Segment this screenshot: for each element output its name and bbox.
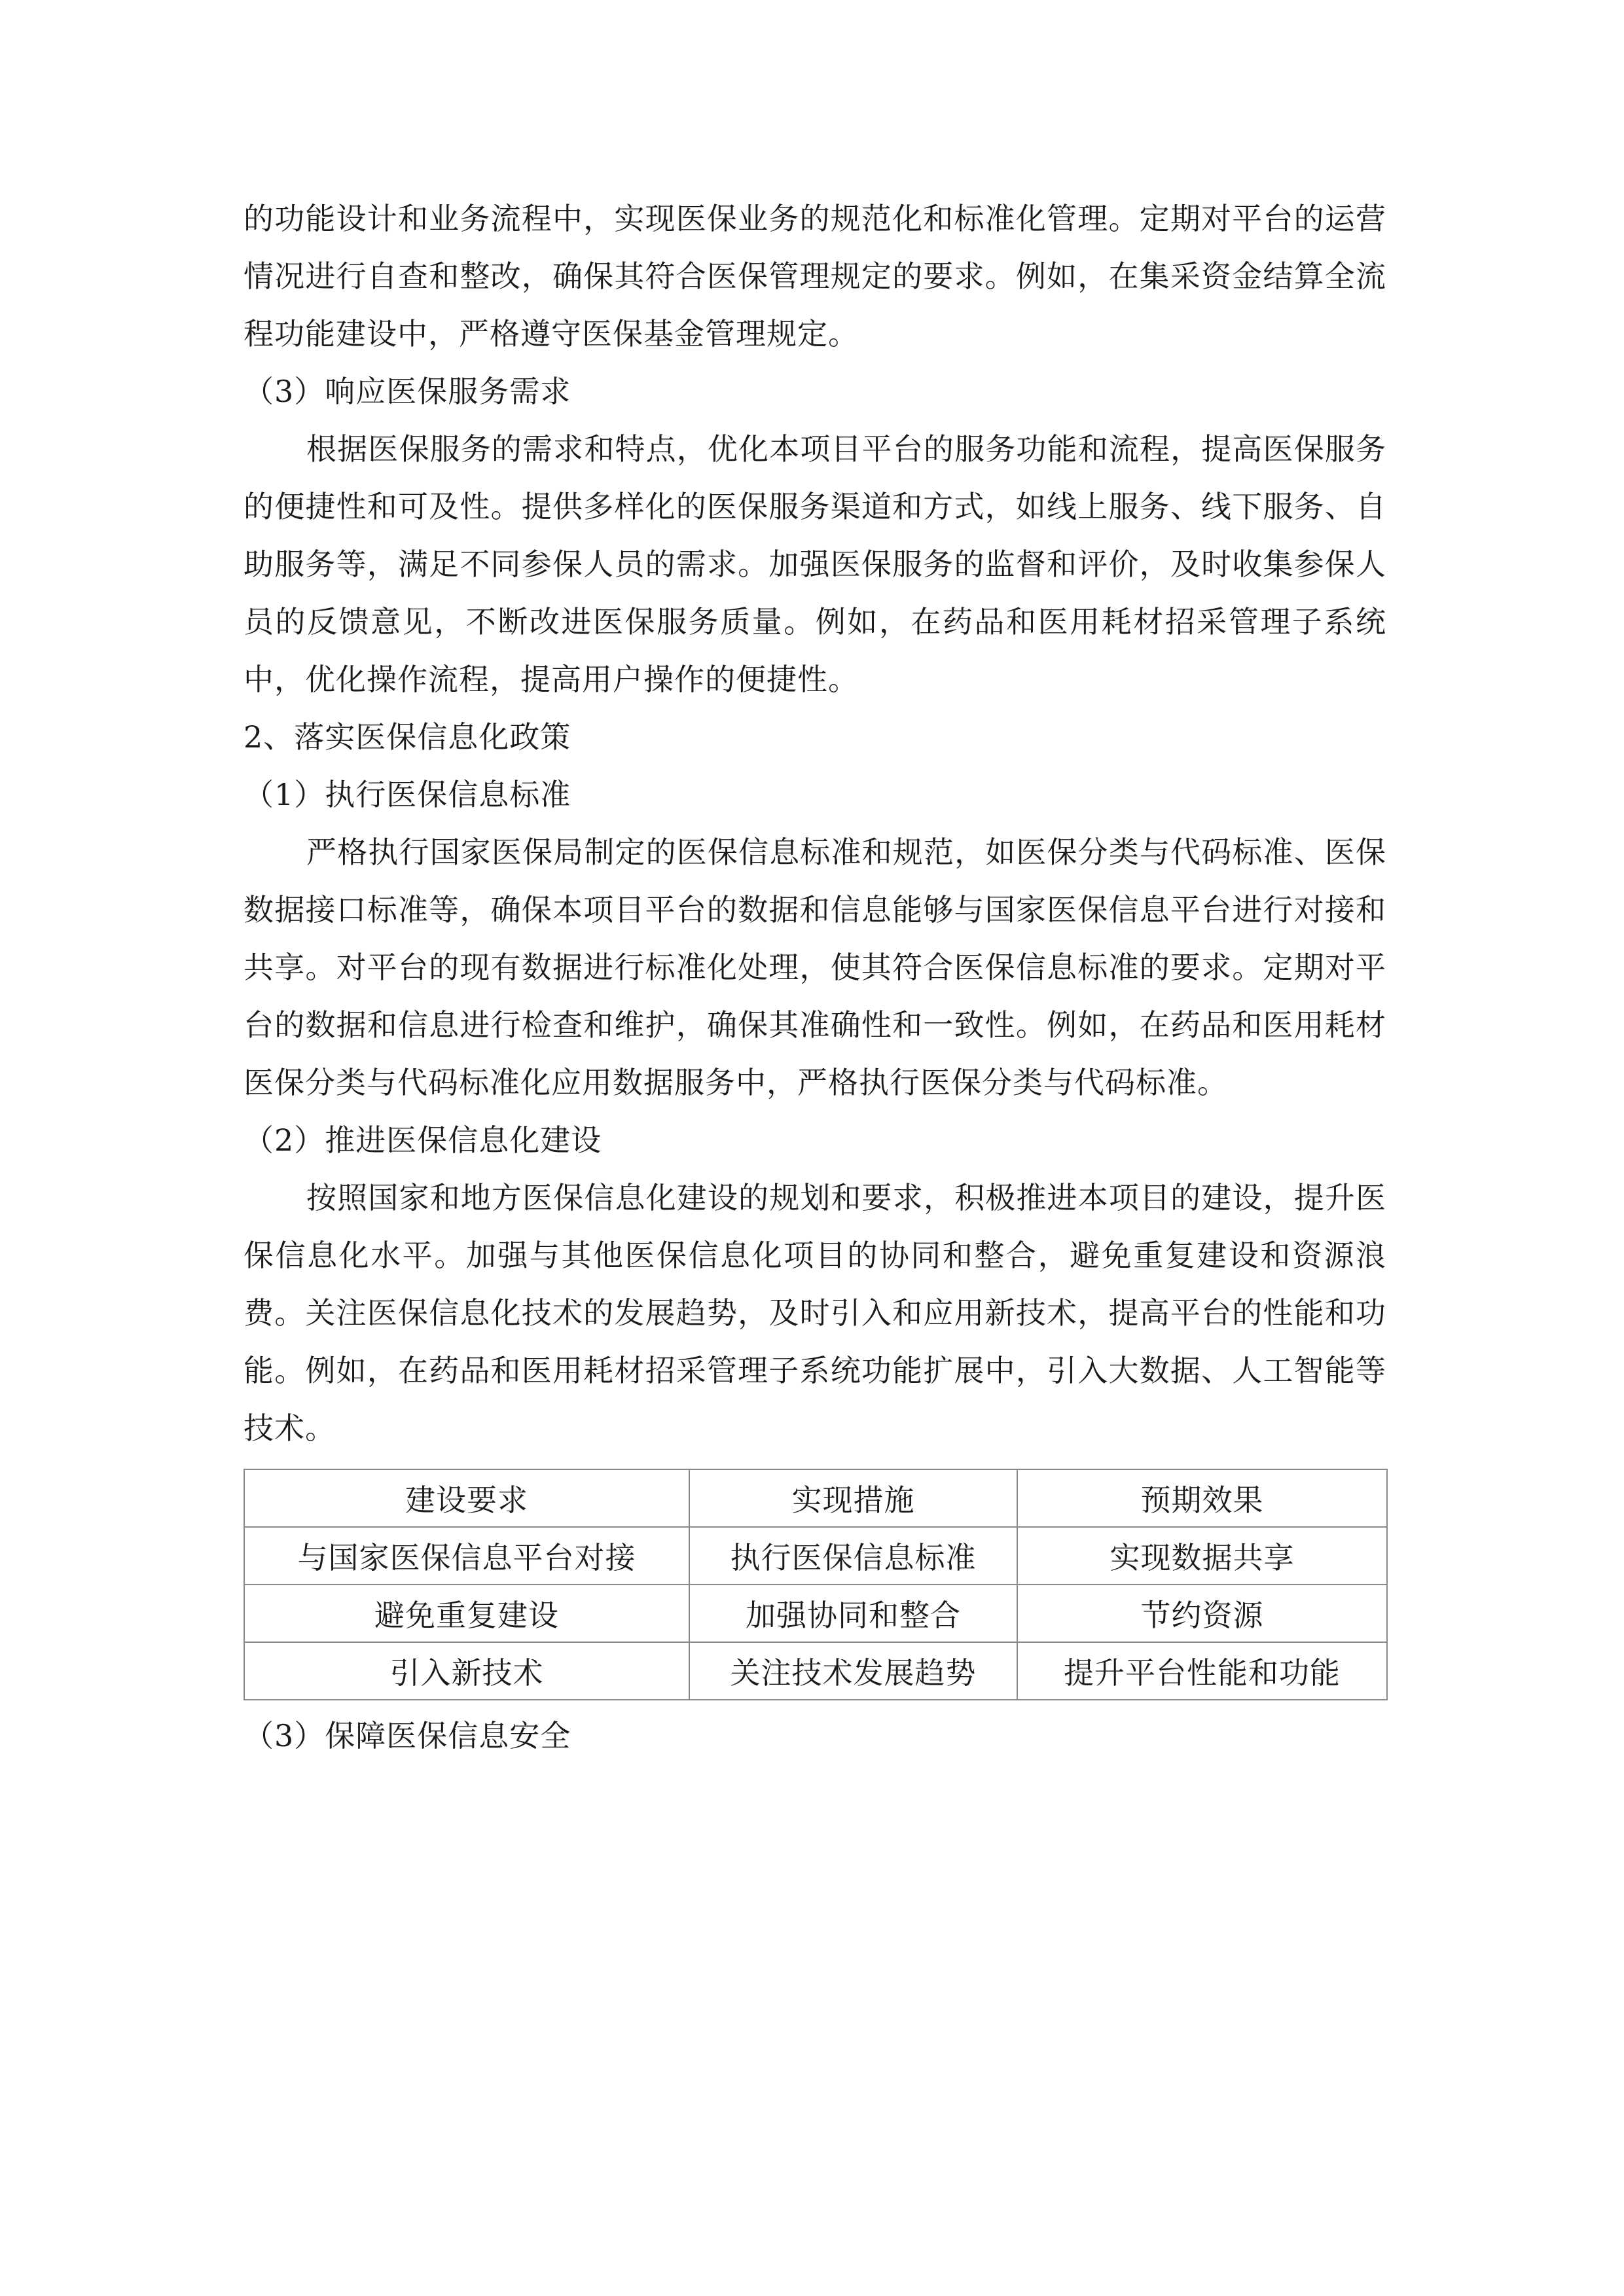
table-cell: 加强协同和整合 — [689, 1585, 1017, 1642]
table-header-cell: 预期效果 — [1017, 1469, 1387, 1527]
table-row — [244, 1585, 1387, 1642]
heading-informatization-build: （2）推进医保信息化建设 — [244, 1122, 602, 1158]
table-cell: 执行医保信息标准 — [689, 1527, 1017, 1585]
paragraph-service-demand: 根据医保服务的需求和特点，优化本项目平台的服务功能和流程，提高医保服务的便捷性和可及性。提供多样化的医保服务渠道和方式，如线上服务、线下服务、自助服务等，满足不同参保人员的需求。加强医保服务的监督和评价，及时收集参保人员的反馈意见，不断改进医保服务质量。例如，在药品和医用耗材招采管理子系统中，优化操作流程，提高用户操作的便捷性。 — [244, 431, 1386, 697]
paragraph-information-standard: 严格执行国家医保局制定的医保信息标准和规范，如医保分类与代码标准、医保数据接口标准等，确保本项目平台的数据和信息能够与国家医保信息平台进行对接和共享。对平台的现有数据进行标准化处理，使其符合医保信息标准的要求。定期对平台的数据和信息进行检查和维护，确保其准确性和一致性。例如，在药品和医用耗材医保分类与代码标准化应用数据服务中，严格执行医保分类与代码标准。 — [244, 834, 1386, 1100]
table-cell: 节约资源 — [1017, 1585, 1387, 1642]
table-cell: 引入新技术 — [244, 1642, 689, 1700]
heading-information-standard: （1）执行医保信息标准 — [244, 777, 571, 812]
paragraph-compliance-continued: 的功能设计和业务流程中，实现医保业务的规范化和标准化管理。定期对平台的运营情况进行自查和整改，确保其符合医保管理规定的要求。例如，在集采资金结算全流程功能建设中，严格遵守医保基金管理规定。 — [244, 201, 1386, 351]
table-row — [244, 1642, 1387, 1700]
paragraph-informatization-build: 按照国家和地方医保信息化建设的规划和要求，积极推进本项目的建设，提升医保信息化水平。加强与其他医保信息化项目的协同和整合，避免重复建设和资源浪费。关注医保信息化技术的发展趋势，及时引入和应用新技术，提高平台的性能和功能。例如，在药品和医用耗材招采管理子系统功能扩展中，引入大数据、人工智能等技术。 — [244, 1180, 1386, 1446]
heading-service-demand: （3）响应医保服务需求 — [244, 374, 571, 409]
table-row — [244, 1527, 1387, 1585]
table-cell: 关注技术发展趋势 — [689, 1642, 1017, 1700]
table-cell: 与国家医保信息平台对接 — [244, 1527, 689, 1585]
heading-information-security: （3）保障医保信息安全 — [244, 1718, 571, 1753]
requirements-table — [244, 1469, 1388, 1700]
table-cell: 避免重复建设 — [244, 1585, 689, 1642]
table-header-cell: 建设要求 — [244, 1469, 689, 1527]
table-cell: 实现数据共享 — [1017, 1527, 1387, 1585]
page-content — [244, 190, 1386, 1765]
table-header-row — [244, 1469, 1387, 1527]
heading-informatization-policy: 2、落实医保信息化政策 — [244, 719, 571, 755]
table-header-cell: 实现措施 — [689, 1469, 1017, 1527]
table-cell: 提升平台性能和功能 — [1017, 1642, 1387, 1700]
